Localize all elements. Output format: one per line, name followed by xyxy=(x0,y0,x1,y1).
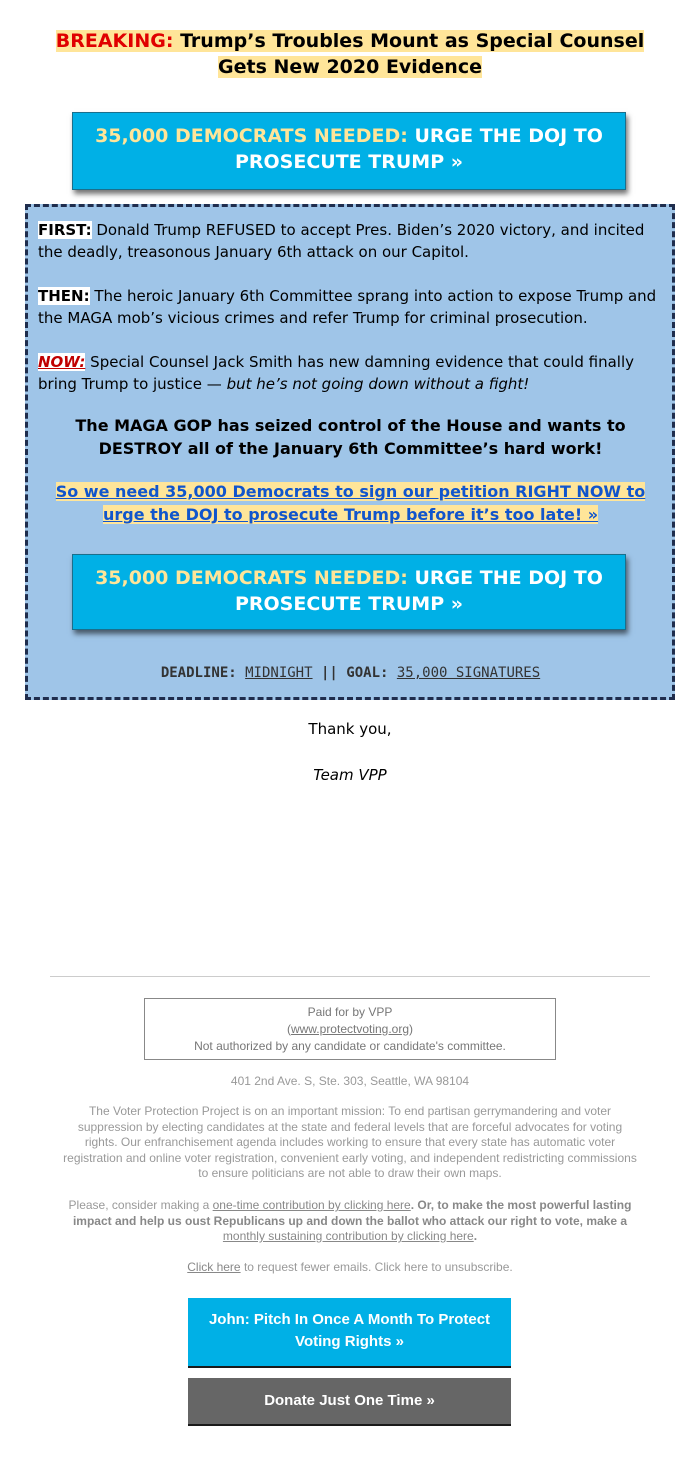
cta-highlight-text: 35,000 DEMOCRATS NEEDED: xyxy=(95,125,408,147)
mission-text: The Voter Protection Project is on an important mission: To end partisan gerrymandering and voter suppression by electing candidates at the state and federal levels that are forceful advocates for voting rights. Our enfranchisement agenda includes working to ensure that every state has automatic voter registration and online voter registration, convenient early voting, and independent redistricting commissions to ensure politicians are not able to draw their own maps. xyxy=(63,1104,637,1180)
contrib-mid: . Or, to make the most powerful lasting impact and help us oust Republicans up and down the ballot who attack our right to vote, make a xyxy=(72,1198,632,1228)
one-time-contribution-link[interactable]: one-time contribution by clicking here xyxy=(212,1198,411,1212)
unsubscribe-text[interactable]: to request fewer emails. Click here to unsubscribe. xyxy=(243,1260,513,1274)
goal-label: GOAL: xyxy=(346,665,389,681)
thanks-text: Thank you, xyxy=(308,720,392,738)
one-time-donate-button[interactable]: Donate Just One Time » xyxy=(188,1378,511,1426)
first-paragraph xyxy=(38,219,663,263)
email-headline xyxy=(40,28,660,80)
petition-cta-button-top[interactable] xyxy=(72,112,626,190)
then-tag: THEN: xyxy=(38,287,90,305)
deadline-goal-line xyxy=(38,665,663,681)
address-text: 401 2nd Ave. S, Ste. 303, Seattle, WA 98104 xyxy=(230,1074,470,1088)
petition-link[interactable]: So we need 35,000 Democrats to sign our petition RIGHT NOW to urge the DOJ to prosecute Trump before it’s too late! » xyxy=(55,482,646,524)
website-link[interactable]: www.protectvoting.org xyxy=(290,1022,410,1036)
then-paragraph xyxy=(38,285,663,329)
now-text: Special Counsel Jack Smith has new damning evidence that could finally bring Trump to justice — xyxy=(38,353,635,393)
first-tag: FIRST: xyxy=(38,221,92,239)
deadline-value: MIDNIGHT xyxy=(245,665,313,681)
petition-link-wrapper xyxy=(38,480,663,526)
deadline-label: DEADLINE: xyxy=(160,665,237,681)
monthly-contribution-link[interactable]: monthly sustaining contribution by clicking here xyxy=(222,1229,474,1243)
house-warning-text: The MAGA GOP has seized control of the House and wants to DESTROY all of the January 6th Committee’s hard work! xyxy=(75,416,626,458)
contribution-text xyxy=(55,1198,645,1245)
team-signature: Team VPP xyxy=(313,766,387,784)
cta-rest-text: URGE THE DOJ TO PROSECUTE TRUMP » xyxy=(234,567,603,615)
fewer-emails-link[interactable]: Click here xyxy=(187,1260,241,1274)
goal-value: 35,000 SIGNATURES xyxy=(396,665,541,681)
first-text: Donald Trump REFUSED to accept Pres. Biden’s 2020 victory, and incited the deadly, treasonous January 6th attack on our Capitol. xyxy=(38,221,645,261)
headline-highlight xyxy=(56,30,644,78)
headline-text: Trump’s Troubles Mount as Special Counsel Gets New 2020 Evidence xyxy=(180,30,645,78)
paid-open-paren: ( xyxy=(286,1022,291,1036)
breaking-label: BREAKING: xyxy=(55,30,174,52)
now-tag: NOW: xyxy=(38,353,86,371)
contrib-pre: Please, consider making a xyxy=(68,1198,210,1212)
monthly-donate-button[interactable]: John: Pitch In Once A Month To Protect Voting Rights » xyxy=(188,1298,511,1368)
paid-close-paren: ) xyxy=(409,1022,414,1036)
footer-divider xyxy=(50,976,650,977)
petition-cta-button-middle[interactable] xyxy=(72,554,626,630)
paid-line-2 xyxy=(145,1021,555,1038)
fewer-emails-text xyxy=(60,1260,640,1276)
then-text: The heroic January 6th Committee sprang into action to expose Trump and the MAGA mob’s vicious crimes and refer Trump for criminal prosecution. xyxy=(38,287,657,327)
now-paragraph xyxy=(38,351,663,395)
cta-highlight-text: 35,000 DEMOCRATS NEEDED: xyxy=(95,567,408,589)
contrib-end: . xyxy=(473,1229,478,1243)
paid-line-3: Not authorized by any candidate or candidate's committee. xyxy=(194,1039,506,1053)
paid-line-1: Paid for by VPP xyxy=(307,1005,393,1019)
separator: || xyxy=(320,665,338,681)
paid-for-box xyxy=(144,998,556,1060)
now-italic-text: but he’s not going down without a fight! xyxy=(226,375,530,393)
cta-rest-text: URGE THE DOJ TO PROSECUTE TRUMP » xyxy=(234,125,603,173)
